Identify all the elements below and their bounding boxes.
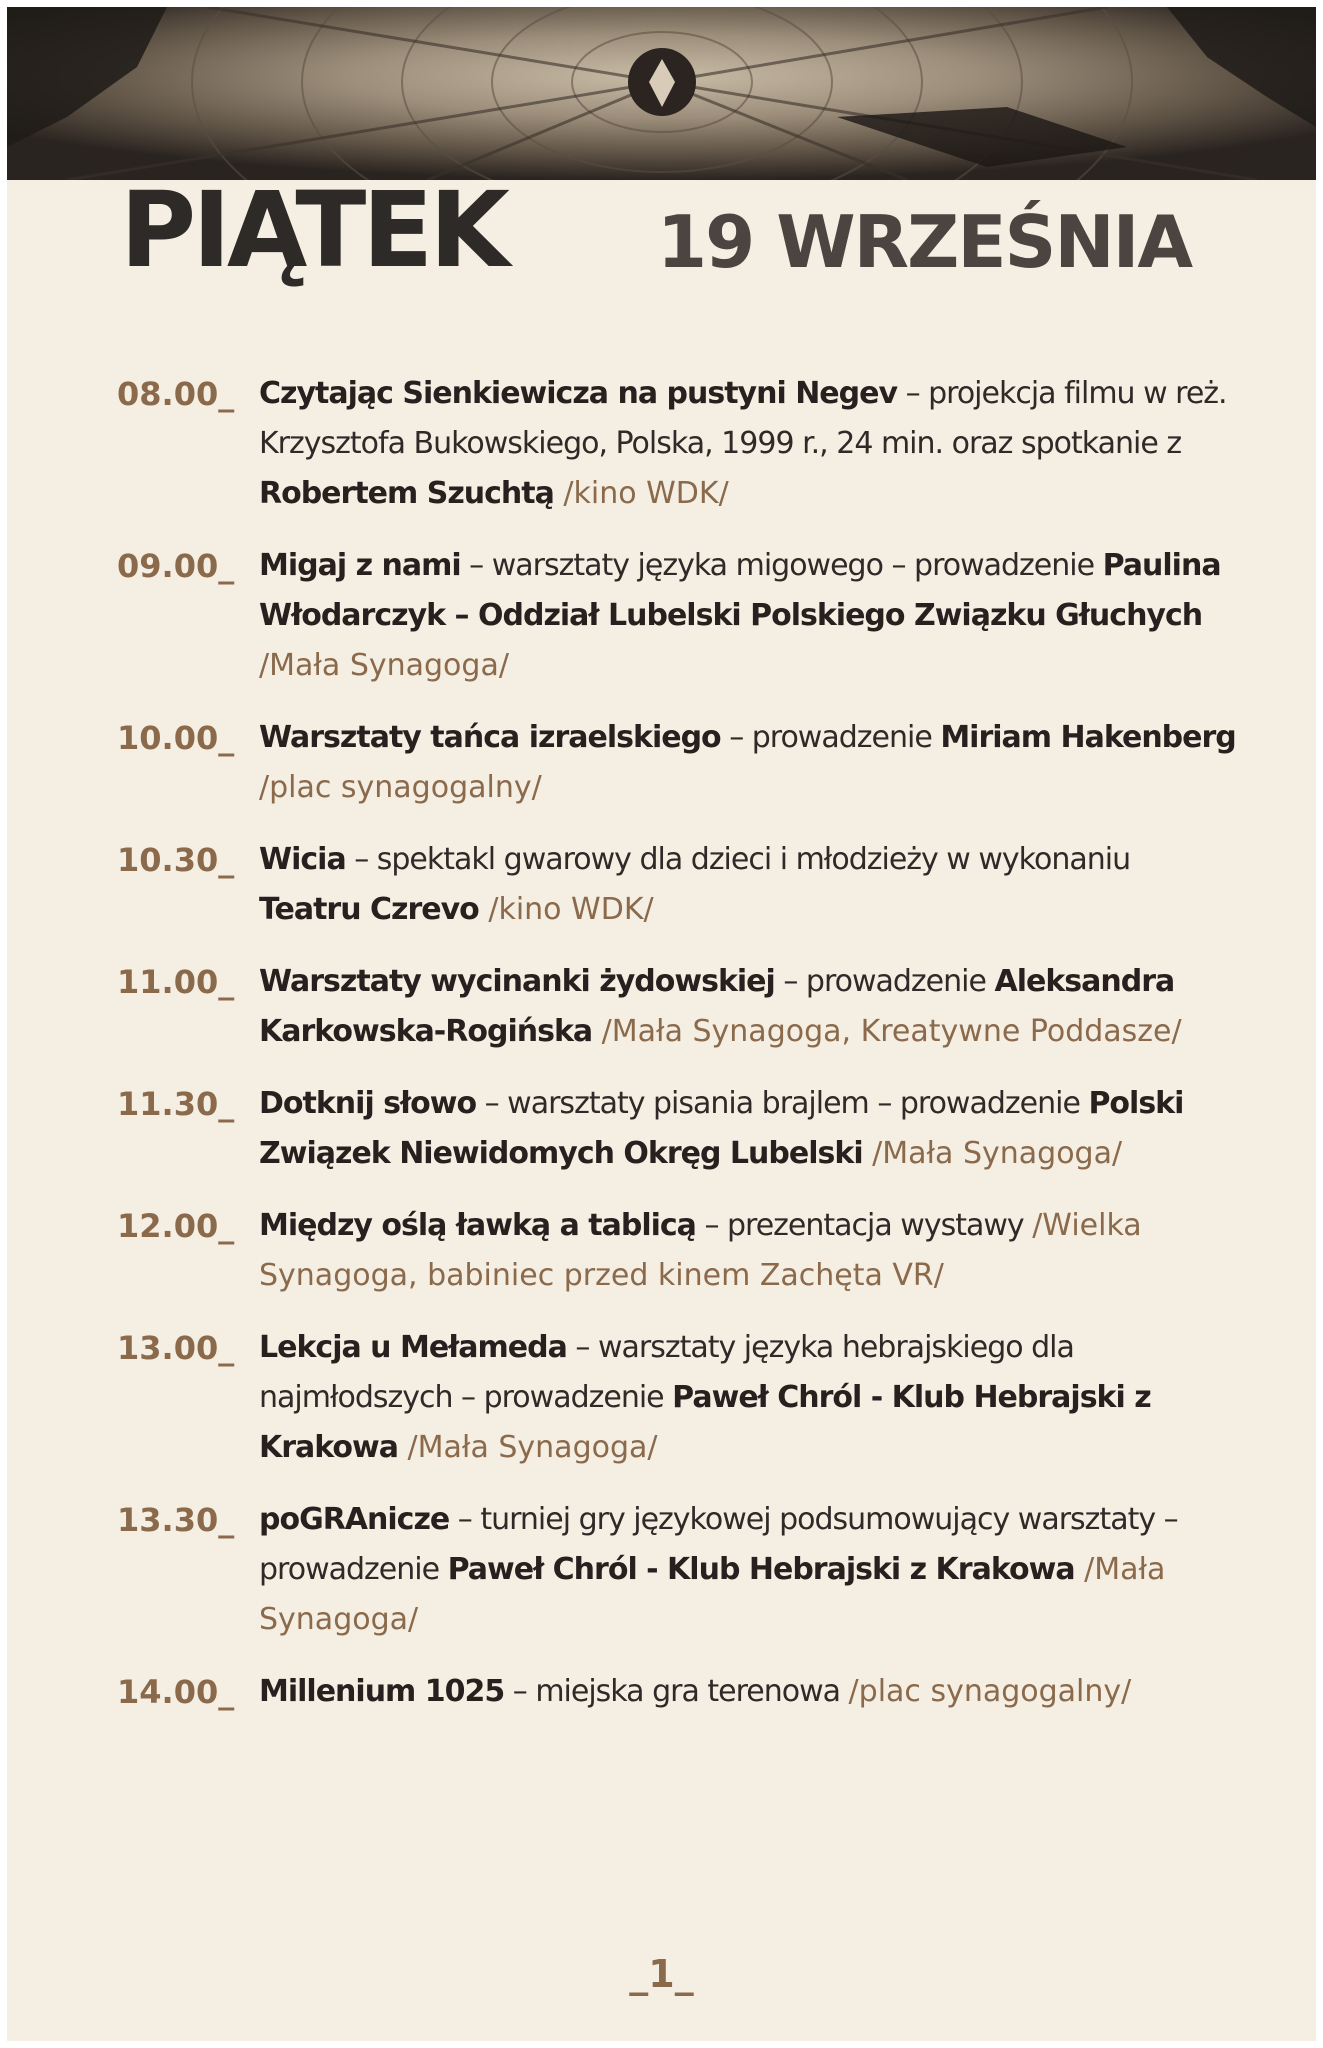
date-title: 19 WRZEŚNIA xyxy=(657,200,1192,284)
event-location: /Wielka Synagoga, babiniec przed kinem Zachęta VR/ xyxy=(259,1208,1142,1293)
event-text: – projekcja filmu w reż. Krzysztofa Bukowskiego, Polska, 1999 r., 24 min. oraz spotkanie z xyxy=(259,376,1227,461)
event-highlight: Polski Związek Niewidomych Okręg Lubelski xyxy=(259,1086,1184,1171)
event-description xyxy=(259,713,1239,813)
schedule-entry xyxy=(7,1323,1316,1473)
schedule-entry xyxy=(7,1079,1316,1179)
event-text: – turniej gry językowej podsumowujący warsztaty – prowadzenie xyxy=(259,1502,1178,1587)
event-description xyxy=(259,1667,1239,1717)
event-time: 08.00_ xyxy=(117,375,235,413)
schedule-entry xyxy=(7,1667,1316,1717)
event-highlight: Migaj z nami xyxy=(259,548,461,583)
event-location: /plac synagogalny/ xyxy=(259,770,542,805)
event-highlight: Warsztaty wycinanki żydowskiej xyxy=(259,964,775,999)
event-location: /Mała Synagoga/ xyxy=(862,1136,1123,1171)
event-location: /Mała Synagoga, Kreatywne Poddasze/ xyxy=(592,1014,1182,1049)
schedule-entry xyxy=(7,713,1316,813)
page-number: _1_ xyxy=(629,1952,694,1996)
event-description xyxy=(259,835,1239,935)
event-description xyxy=(259,1323,1239,1473)
event-time: 13.00_ xyxy=(117,1329,235,1367)
event-text: – warsztaty języka hebrajskiego dla najmłodszych – prowadzenie xyxy=(259,1330,1074,1415)
program-page xyxy=(7,7,1316,2041)
event-text: – warsztaty języka migowego – prowadzenie xyxy=(460,548,1103,583)
event-location: /kino WDK/ xyxy=(553,476,729,511)
event-location: /Mała Synagoga/ xyxy=(259,1552,1166,1637)
event-description xyxy=(259,1201,1239,1301)
event-text: – prowadzenie xyxy=(720,720,941,755)
event-time: 14.00_ xyxy=(117,1673,235,1711)
event-time: 10.30_ xyxy=(117,841,235,879)
event-highlight: Wicia xyxy=(259,842,346,877)
event-highlight: Robertem Szuchtą xyxy=(259,476,554,511)
event-time: 11.30_ xyxy=(117,1085,235,1123)
event-description xyxy=(259,957,1239,1057)
event-highlight: Miriam Hakenberg xyxy=(940,720,1236,755)
schedule-list xyxy=(7,369,1316,1717)
event-description xyxy=(259,1495,1239,1645)
event-time: 11.00_ xyxy=(117,963,235,1001)
event-highlight: Paweł Chról - Klub Hebrajski z Krakowa xyxy=(259,1380,1151,1465)
event-highlight: poGRAnicze xyxy=(259,1502,450,1537)
event-text: – prezentacja wystawy xyxy=(695,1208,1033,1243)
wood-texture-graphic xyxy=(7,7,1316,180)
schedule-entry xyxy=(7,835,1316,935)
event-time: 13.30_ xyxy=(117,1501,235,1539)
event-text: – prowadzenie xyxy=(774,964,995,999)
event-highlight: Lekcja u Mełameda xyxy=(259,1330,567,1365)
day-title: PIĄTEK xyxy=(120,169,506,291)
event-location: /kino WDK/ xyxy=(478,892,654,927)
event-highlight: Warsztaty tańca izraelskiego xyxy=(259,720,721,755)
event-description xyxy=(259,369,1239,519)
schedule-entry xyxy=(7,541,1316,691)
wood-banner-image xyxy=(7,7,1316,180)
event-highlight: Teatru Czrevo xyxy=(259,892,479,927)
event-highlight: Dotknij słowo xyxy=(259,1086,477,1121)
schedule-entry xyxy=(7,957,1316,1057)
event-highlight: Między oślą ławką a tablicą xyxy=(259,1208,696,1243)
event-text: – spektakl gwarowy dla dzieci i młodzieży w wykonaniu xyxy=(345,842,1131,877)
event-time: 12.00_ xyxy=(117,1207,235,1245)
event-location: /Mała Synagoga/ xyxy=(398,1430,658,1465)
event-location: /plac synagogalny/ xyxy=(848,1674,1132,1709)
schedule-entry xyxy=(7,1495,1316,1645)
schedule-entry xyxy=(7,369,1316,519)
event-highlight: Millenium 1025 xyxy=(259,1674,505,1709)
event-description xyxy=(259,1079,1239,1179)
schedule-entry xyxy=(7,1201,1316,1301)
event-highlight: Aleksandra Karkowska-Rogińska xyxy=(259,964,1175,1049)
event-highlight: Paweł Chról - Klub Hebrajski z Krakowa xyxy=(447,1552,1075,1587)
day-heading xyxy=(120,169,1220,295)
event-highlight: Czytając Sienkiewicza na pustyni Negev xyxy=(259,376,898,411)
event-text: – miejska gra terenowa xyxy=(504,1674,849,1709)
event-location: /Mała Synagoga/ xyxy=(259,648,509,683)
event-text: – warsztaty pisania brajlem – prowadzenie xyxy=(476,1086,1089,1121)
event-time: 10.00_ xyxy=(117,719,235,757)
event-time: 09.00_ xyxy=(117,547,235,585)
event-highlight: Paulina Włodarczyk – Oddział Lubelski Polskiego Związku Głuchych xyxy=(259,548,1221,633)
event-description xyxy=(259,541,1239,691)
